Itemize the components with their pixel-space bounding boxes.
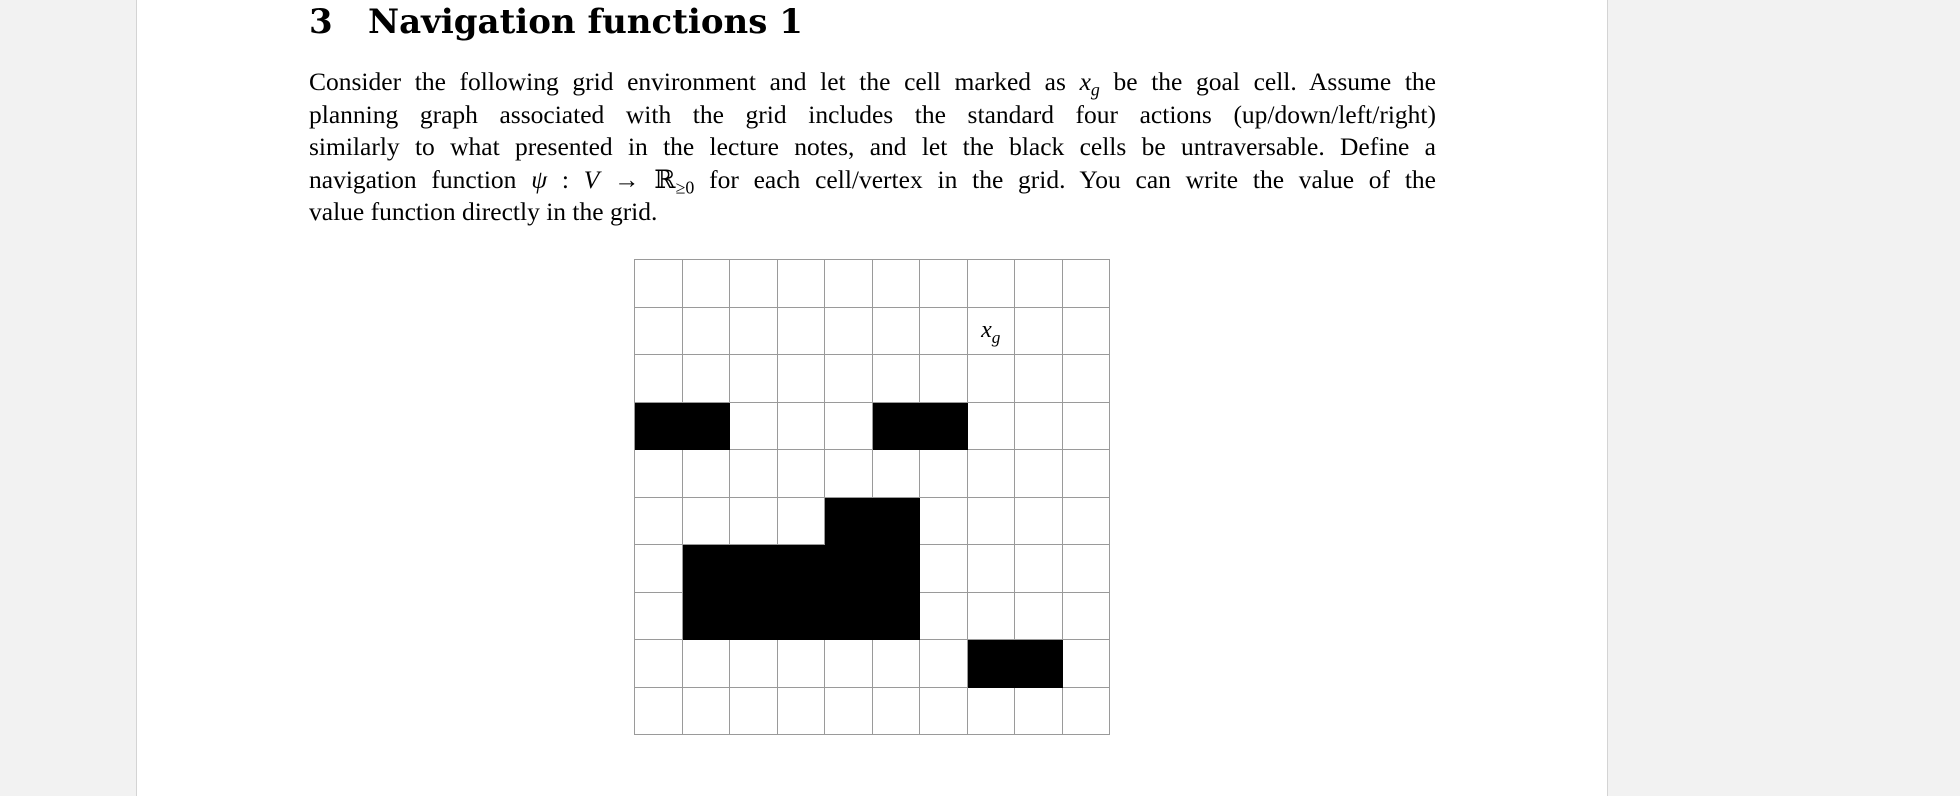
free-cell	[1063, 593, 1111, 641]
free-cell	[635, 498, 683, 546]
free-cell	[1015, 260, 1063, 308]
blocked-cell	[968, 640, 1016, 688]
free-cell	[873, 355, 921, 403]
free-cell	[778, 260, 826, 308]
blocked-cell	[825, 593, 873, 641]
free-cell	[683, 498, 731, 546]
blocked-cell	[683, 545, 731, 593]
free-cell	[873, 260, 921, 308]
free-cell	[683, 308, 731, 356]
blocked-cell	[730, 545, 778, 593]
reals-symbol	[654, 164, 695, 197]
free-cell	[920, 260, 968, 308]
free-cell	[683, 355, 731, 403]
blocked-cell	[873, 403, 921, 451]
free-cell	[683, 260, 731, 308]
blocked-cell	[1015, 640, 1063, 688]
free-cell	[968, 498, 1016, 546]
free-cell	[920, 593, 968, 641]
goal-label-subscript: g	[991, 328, 1001, 348]
free-cell	[1063, 260, 1111, 308]
free-cell	[825, 260, 873, 308]
free-cell	[635, 450, 683, 498]
free-cell	[1015, 593, 1063, 641]
free-cell	[968, 260, 1016, 308]
problem-paragraph	[309, 66, 1436, 229]
free-cell	[778, 688, 826, 736]
free-cell	[635, 593, 683, 641]
free-cell	[920, 640, 968, 688]
free-cell	[1015, 688, 1063, 736]
free-cell	[1015, 355, 1063, 403]
free-cell	[778, 355, 826, 403]
free-cell	[1063, 403, 1111, 451]
free-cell	[1063, 688, 1111, 736]
free-cell	[825, 355, 873, 403]
free-cell	[920, 450, 968, 498]
paragraph-line-1	[309, 66, 1436, 99]
vertex-set-symbol: V	[583, 164, 600, 194]
free-cell	[683, 688, 731, 736]
free-cell	[778, 403, 826, 451]
free-cell	[730, 308, 778, 356]
free-cell	[635, 260, 683, 308]
blocked-cell	[778, 593, 826, 641]
goal-cell	[968, 308, 1016, 356]
psi-symbol: ψ	[531, 164, 548, 194]
free-cell	[920, 545, 968, 593]
free-cell	[683, 450, 731, 498]
free-cell	[825, 308, 873, 356]
paragraph-line-4	[309, 164, 1436, 197]
free-cell	[1063, 355, 1111, 403]
paragraph-line-2: planning graph associated with the grid includes the standard four actions (up/down/left/right)	[309, 99, 1436, 129]
free-cell	[968, 593, 1016, 641]
arrow-symbol: →	[599, 164, 655, 194]
free-cell	[635, 355, 683, 403]
blocked-cell	[825, 545, 873, 593]
free-cell	[1063, 545, 1111, 593]
free-cell	[920, 498, 968, 546]
blocked-cell	[920, 403, 968, 451]
reals-subscript: ≥0	[675, 176, 695, 197]
free-cell	[635, 545, 683, 593]
blocked-cell	[635, 403, 683, 451]
blocked-cell	[873, 593, 921, 641]
blocked-cell	[825, 498, 873, 546]
free-cell	[635, 640, 683, 688]
free-cell	[873, 688, 921, 736]
free-cell	[825, 640, 873, 688]
free-cell	[1063, 308, 1111, 356]
free-cell	[730, 450, 778, 498]
free-cell	[1063, 450, 1111, 498]
free-cell	[778, 498, 826, 546]
free-cell	[778, 308, 826, 356]
paragraph-line-5: value function directly in the grid.	[309, 197, 658, 226]
colon-symbol: :	[547, 164, 584, 194]
blocked-cell	[730, 593, 778, 641]
free-cell	[873, 308, 921, 356]
free-cell	[873, 450, 921, 498]
paragraph-text: be the goal cell. Assume the	[1099, 67, 1436, 96]
free-cell	[730, 403, 778, 451]
paragraph-text: for each cell/vertex in the grid. You can write the value of the	[694, 164, 1436, 194]
free-cell	[1015, 498, 1063, 546]
free-cell	[1063, 640, 1111, 688]
free-cell	[730, 355, 778, 403]
free-cell	[968, 450, 1016, 498]
paragraph-text: navigation function	[309, 164, 532, 194]
section-number: 3	[309, 2, 333, 42]
free-cell	[1063, 498, 1111, 546]
free-cell	[730, 260, 778, 308]
grid-environment	[634, 259, 1110, 735]
free-cell	[730, 688, 778, 736]
free-cell	[825, 688, 873, 736]
free-cell	[1015, 403, 1063, 451]
free-cell	[730, 640, 778, 688]
blocked-cell	[778, 545, 826, 593]
blocked-cell	[683, 593, 731, 641]
blocked-cell	[683, 403, 731, 451]
blocked-cell	[873, 498, 921, 546]
free-cell	[825, 403, 873, 451]
free-cell	[778, 640, 826, 688]
free-cell	[1015, 450, 1063, 498]
paragraph-line-3: similarly to what presented in the lecture notes, and let the black cells be untraversable. Define a	[309, 132, 1436, 161]
free-cell	[730, 498, 778, 546]
goal-label-base: x	[981, 317, 992, 344]
free-cell	[873, 640, 921, 688]
goal-symbol-base: x	[1079, 67, 1091, 96]
free-cell	[778, 450, 826, 498]
free-cell	[1015, 545, 1063, 593]
goal-symbol-subscript: g	[1090, 79, 1100, 100]
free-cell	[920, 308, 968, 356]
section-title: Navigation functions 1	[368, 2, 803, 42]
free-cell	[920, 355, 968, 403]
free-cell	[968, 403, 1016, 451]
free-cell	[968, 355, 1016, 403]
section-heading	[309, 0, 803, 44]
free-cell	[635, 308, 683, 356]
paragraph-text: Consider the following grid environment and let the cell marked as	[309, 67, 1080, 96]
free-cell	[968, 688, 1016, 736]
goal-cell-label	[981, 317, 1001, 348]
free-cell	[683, 640, 731, 688]
blocked-cell	[873, 545, 921, 593]
reals-base: ℝ	[654, 164, 676, 194]
goal-symbol	[1079, 67, 1100, 100]
free-cell	[825, 450, 873, 498]
free-cell	[1015, 308, 1063, 356]
free-cell	[920, 688, 968, 736]
free-cell	[635, 688, 683, 736]
free-cell	[968, 545, 1016, 593]
